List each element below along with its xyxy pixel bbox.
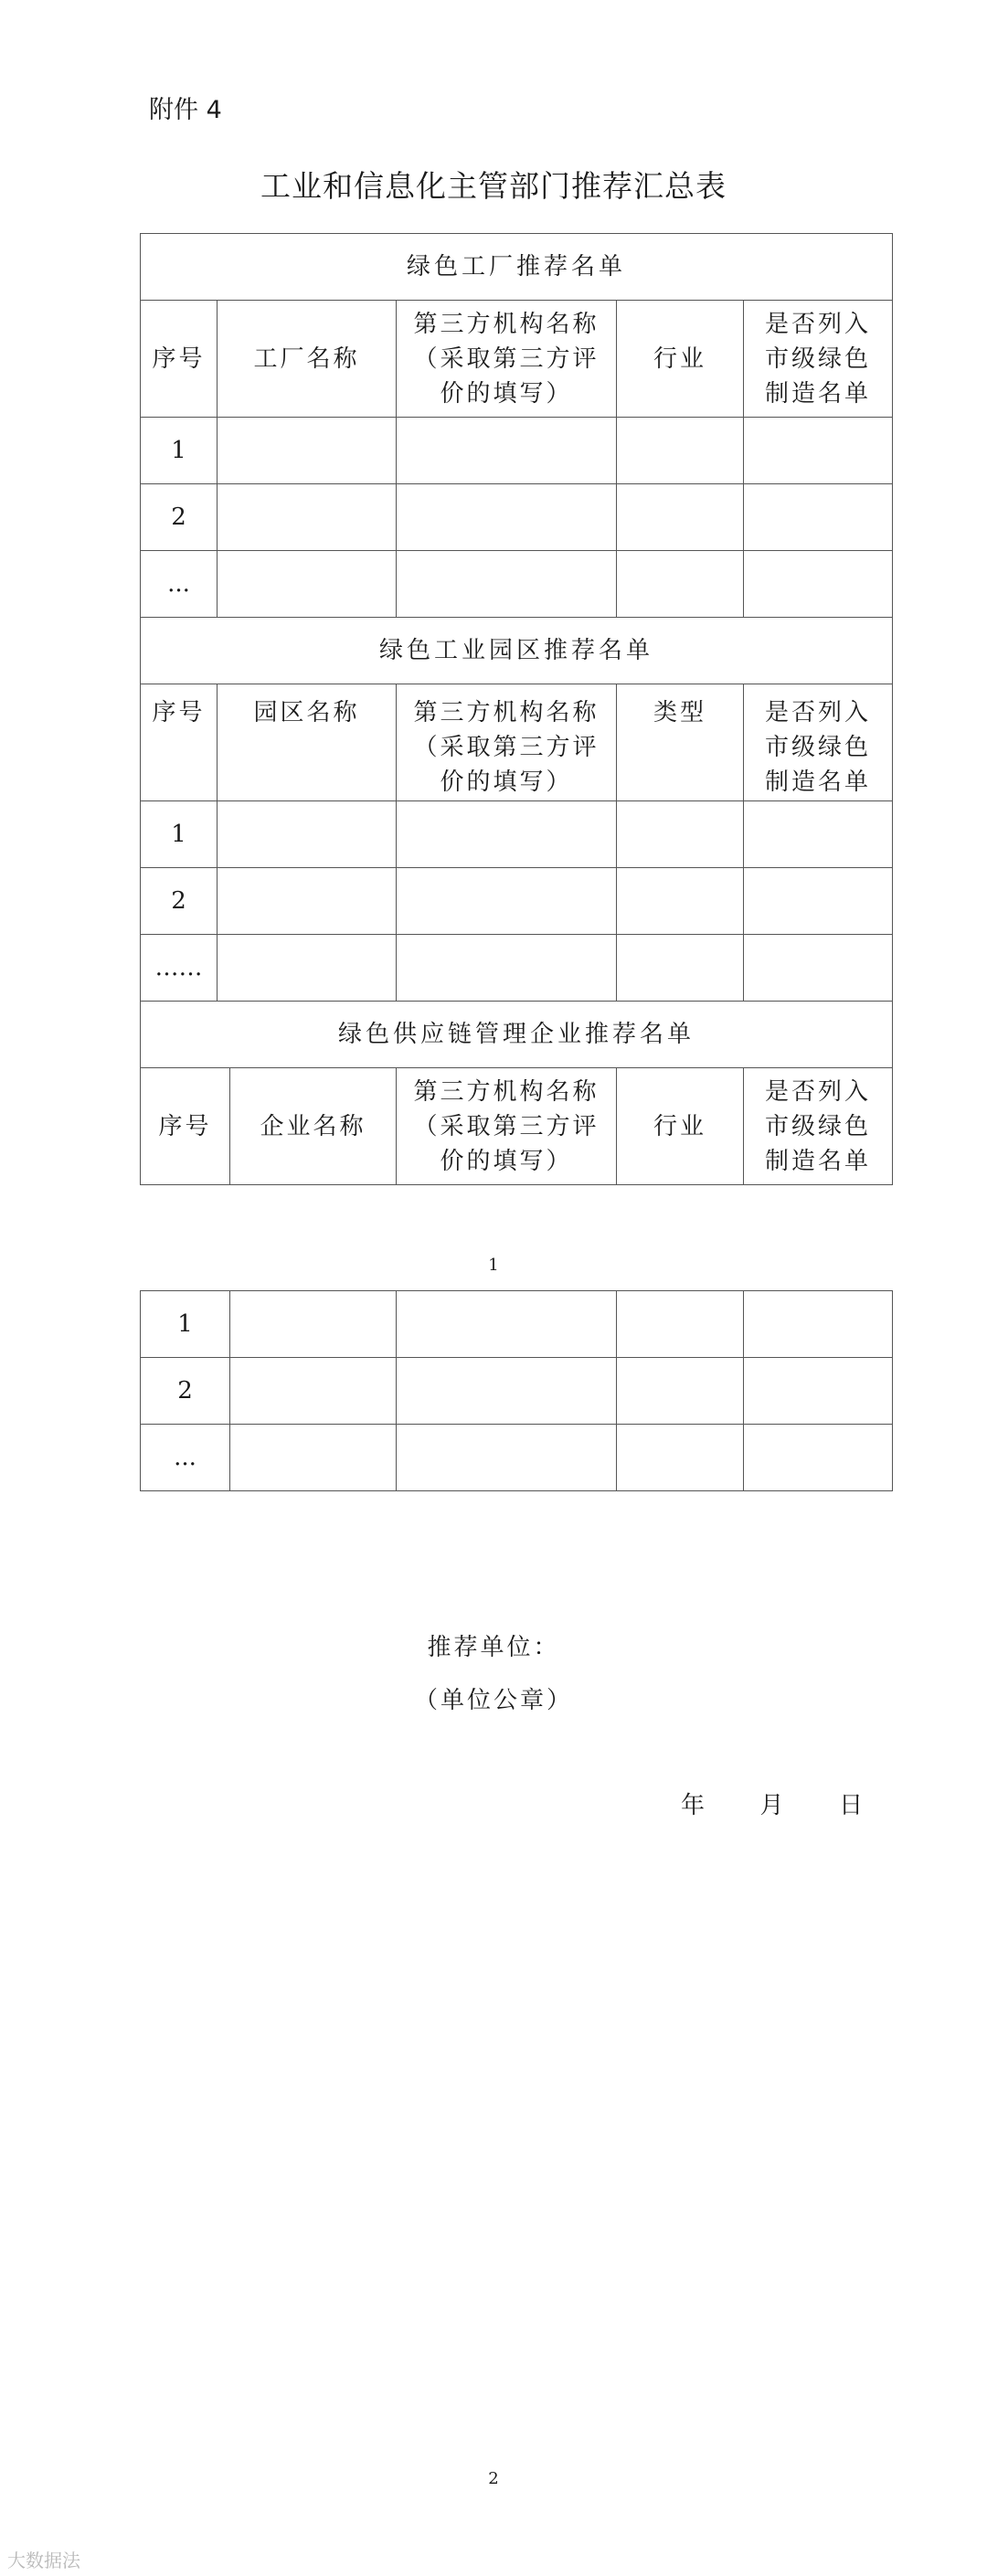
table-row-seq: ... xyxy=(141,1425,230,1491)
header-listed-line2: 市级绿色 xyxy=(765,1112,872,1140)
header-listed xyxy=(744,301,893,418)
table-cell xyxy=(617,418,744,484)
header-third-party xyxy=(397,684,617,801)
table-cell xyxy=(230,1291,397,1358)
table-cell xyxy=(617,1291,744,1358)
table-cell xyxy=(230,1425,397,1491)
table-cell xyxy=(218,801,397,868)
section-heading-green-park: 绿色工业园区推荐名单 xyxy=(141,618,893,684)
table-cell xyxy=(218,935,397,1002)
section-heading-green-factory: 绿色工厂推荐名单 xyxy=(141,234,893,301)
header-third-party-line3: 价的填写） xyxy=(440,1147,573,1175)
page-number-1: 1 xyxy=(488,1256,499,1275)
header-seq: 序号 xyxy=(141,684,218,801)
table-cell xyxy=(218,551,397,618)
table-cell xyxy=(744,868,893,935)
table-cell xyxy=(397,801,617,868)
table-row-seq: 1 xyxy=(141,801,218,868)
header-third-party-line3: 价的填写） xyxy=(440,769,573,796)
table-cell xyxy=(617,935,744,1002)
header-listed-line3: 制造名单 xyxy=(765,1147,872,1175)
header-third-party-line2: （采取第三方评 xyxy=(413,345,600,373)
date-year: 年 xyxy=(681,1792,706,1819)
table-cell xyxy=(617,484,744,551)
table-cell xyxy=(218,418,397,484)
table-cell xyxy=(744,484,893,551)
table-cell xyxy=(617,868,744,935)
summary-table-page1 xyxy=(140,233,893,1185)
watermark-logo: 大数据法 xyxy=(7,2549,80,2571)
header-park-name: 园区名称 xyxy=(218,684,397,801)
table-cell xyxy=(617,1358,744,1425)
header-third-party-line1: 第三方机构名称 xyxy=(413,310,600,338)
table-cell xyxy=(218,484,397,551)
table-row-seq: 1 xyxy=(141,418,218,484)
header-listed-line1: 是否列入 xyxy=(765,310,872,338)
date-line xyxy=(681,1786,863,1820)
header-listed-line2: 市级绿色 xyxy=(765,734,872,761)
header-third-party-line3: 价的填写） xyxy=(440,379,573,408)
header-third-party-line1: 第三方机构名称 xyxy=(413,699,600,726)
header-seq: 序号 xyxy=(141,1068,230,1185)
header-listed-line3: 制造名单 xyxy=(765,769,872,796)
header-third-party-line2: （采取第三方评 xyxy=(413,734,600,761)
header-third-party xyxy=(397,301,617,418)
table-cell xyxy=(397,935,617,1002)
table-cell xyxy=(397,484,617,551)
header-seq: 序号 xyxy=(141,301,218,418)
header-listed-line2: 市级绿色 xyxy=(765,345,872,373)
header-listed-line3: 制造名单 xyxy=(765,379,872,408)
page-number-2: 2 xyxy=(488,2469,499,2488)
header-third-party-line2: （采取第三方评 xyxy=(413,1112,600,1140)
table-cell xyxy=(744,801,893,868)
table-cell xyxy=(617,1425,744,1491)
header-factory-name: 工厂名称 xyxy=(218,301,397,418)
header-type: 类型 xyxy=(617,684,744,801)
table-row-seq: ... xyxy=(141,551,218,618)
summary-table-page2 xyxy=(140,1290,893,1491)
table-cell xyxy=(397,418,617,484)
table-row-seq: 1 xyxy=(141,1291,230,1358)
table-cell xyxy=(397,1425,617,1491)
table-row-seq: 2 xyxy=(141,1358,230,1425)
header-industry: 行业 xyxy=(617,301,744,418)
table-cell xyxy=(617,551,744,618)
table-row-seq: …… xyxy=(141,935,218,1002)
table-cell xyxy=(617,801,744,868)
table-cell xyxy=(218,868,397,935)
unit-seal-label: （单位公章） xyxy=(413,1687,573,1714)
header-enterprise-name: 企业名称 xyxy=(230,1068,397,1185)
table-cell xyxy=(744,1425,893,1491)
table-cell xyxy=(230,1358,397,1425)
header-listed xyxy=(744,684,893,801)
section-heading-green-supply-chain: 绿色供应链管理企业推荐名单 xyxy=(141,1002,893,1068)
recommending-unit-label: 推荐单位： xyxy=(427,1634,560,1661)
table-cell xyxy=(744,1291,893,1358)
header-listed-line1: 是否列入 xyxy=(765,699,872,726)
header-industry: 行业 xyxy=(617,1068,744,1185)
date-month: 月 xyxy=(759,1792,784,1819)
header-third-party xyxy=(397,1068,617,1185)
table-row-seq: 2 xyxy=(141,868,218,935)
header-listed xyxy=(744,1068,893,1185)
table-row-seq: 2 xyxy=(141,484,218,551)
table-cell xyxy=(397,868,617,935)
table-cell xyxy=(397,1358,617,1425)
table-cell xyxy=(397,551,617,618)
table-cell xyxy=(397,1291,617,1358)
header-third-party-line1: 第三方机构名称 xyxy=(413,1077,600,1106)
date-day: 日 xyxy=(839,1792,864,1819)
header-listed-line1: 是否列入 xyxy=(765,1077,872,1106)
table-cell xyxy=(744,418,893,484)
table-cell xyxy=(744,1358,893,1425)
document-title: 工业和信息化主管部门推荐汇总表 xyxy=(260,168,727,204)
attachment-label: 附件 4 xyxy=(149,96,222,124)
table-cell xyxy=(744,551,893,618)
table-cell xyxy=(744,935,893,1002)
